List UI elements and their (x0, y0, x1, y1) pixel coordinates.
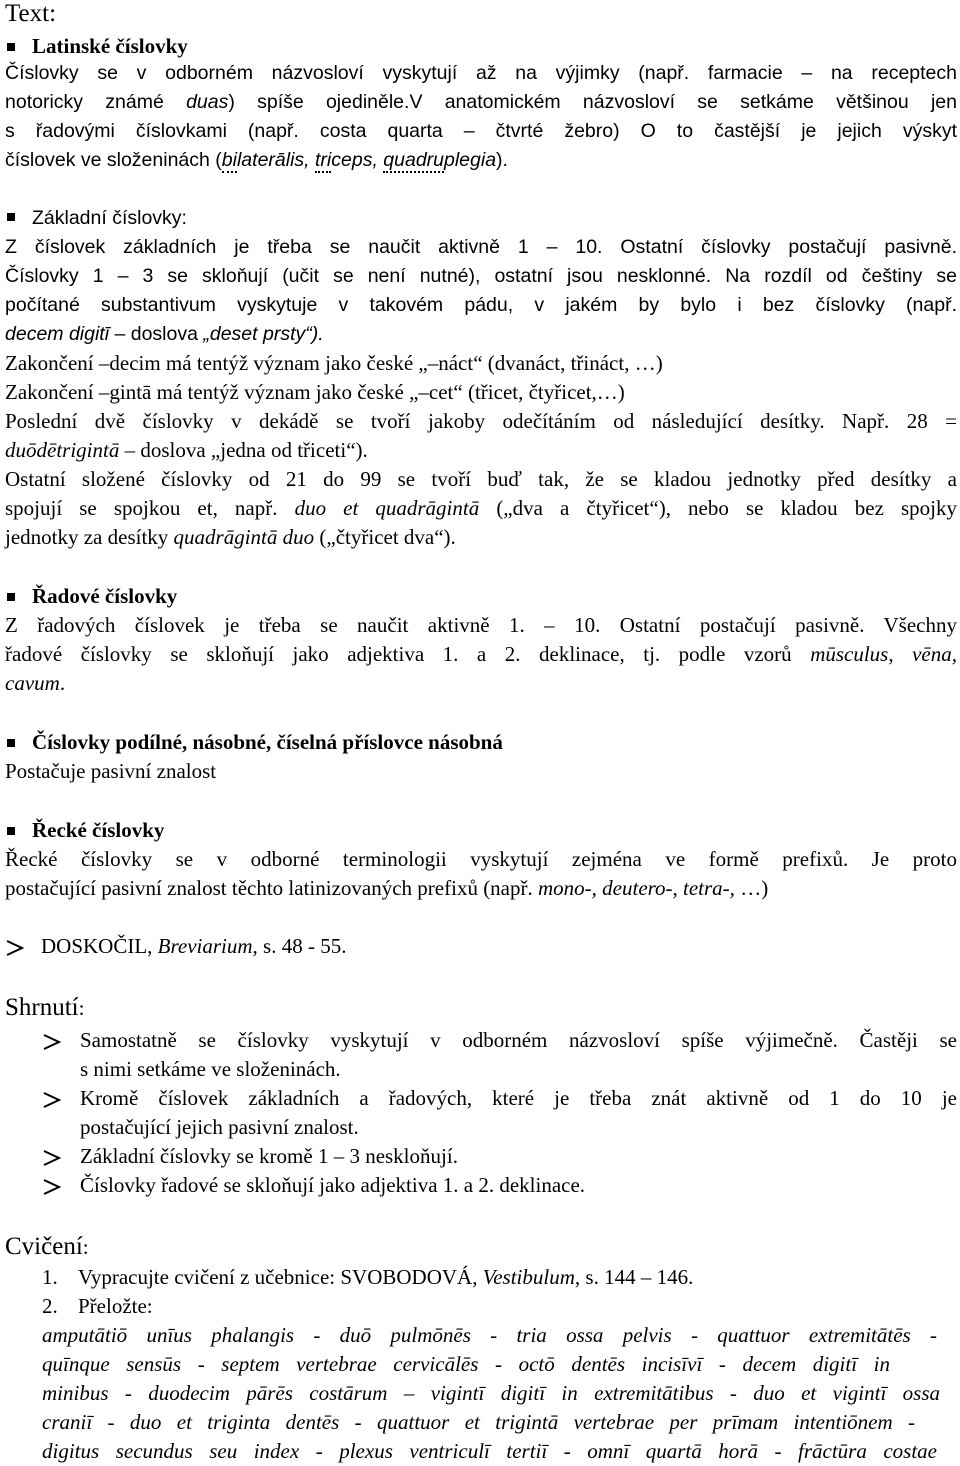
reference-line (5, 933, 346, 959)
section-cardinal-title (5, 205, 187, 231)
section-title: Latinské číslovky (32, 34, 188, 58)
paragraph-line: Číslovky se v odborném názvosloví vyskytují až na výjimky (např. farmacie – na receptech (5, 62, 957, 84)
exercise-item-2 (42, 1293, 153, 1319)
square-bullet-icon (7, 213, 15, 221)
summary-bullet-1-icon-row (42, 1027, 78, 1053)
paragraph-text: – doslova (109, 323, 204, 345)
paragraph-line (5, 524, 456, 550)
exercise-phrase-line (42, 1409, 915, 1435)
section-title: Řadové číslovky (32, 584, 178, 608)
paragraph-line: Řecké číslovky se v odborné terminologii vyskytují zejména ve formě prefixů. Je proto (5, 847, 957, 871)
paragraph-line: Z číslovek základních je třeba se naučit aktivně 1 – 10. Ostatní číslovky postačují pasivně. (5, 236, 957, 258)
paragraph-line: Poslední dvě číslovky v dekádě se tvoří jakoby odečítáním od následující desítky. Např. 28 = (5, 409, 957, 433)
paragraph-line: Zakončení –decim má tentýž význam jako české „–náct“ (dvanáct, třináct, …) (5, 351, 663, 375)
exercise-phrase-line (42, 1351, 890, 1377)
paragraph-text: jednotky za desítky (5, 525, 174, 549)
paragraph-line: Postačuje pasivní znalost (5, 759, 217, 783)
section-ordinal-title (5, 583, 177, 609)
dotted-prefix: bi (221, 149, 237, 171)
italic-term: laterālis, (236, 149, 315, 171)
paragraph-line: Z řadových číslovek je třeba se naučit aktivně 1. – 10. Ostatní postačují pasivně. Všechny (5, 613, 957, 637)
italic-term: quadrāgintā duo (173, 525, 315, 549)
summary-item-line: Základní číslovky se kromě 1 – 3 neskloňují. (80, 1144, 458, 1168)
paragraph-line (5, 641, 957, 667)
summary-bullet-4-icon-row (42, 1172, 78, 1198)
paragraph-text: notoricky známé (5, 91, 187, 113)
italic-term: „deset prsty“). (203, 323, 324, 345)
paragraph-text: …) (734, 876, 769, 900)
exercise-phrase-line (42, 1380, 940, 1406)
paragraph-line (5, 437, 368, 463)
text-heading-label: Text: (5, 0, 57, 27)
paragraph-text: , s. 48 - 55. (252, 934, 347, 958)
italic-term: duo et quadrāgintā (294, 496, 480, 520)
italic-term: duōdētrigintā (5, 438, 120, 462)
italic-term: amputātiō unīus phalangis - duō pulmōnēs - tria ossa pelvis - quattuor extremitātēs - (42, 1323, 937, 1347)
section-distributive-title (5, 729, 503, 755)
square-bullet-icon (7, 593, 15, 601)
item-number: 1. (42, 1265, 58, 1289)
summary-item-line: s nimi setkáme ve složeninách. (80, 1057, 341, 1081)
italic-term: minibus - duodecim pārēs costārum – vigintī digitī in extremitātibus - duo et vigintī ossa (42, 1381, 940, 1405)
arrow-bullet-icon (42, 1178, 62, 1196)
summary-heading-label: Shrnutí (5, 994, 79, 1021)
square-bullet-icon (7, 43, 15, 51)
section-title: Číslovky podílné, násobné, číselná příslovce násobná (32, 730, 503, 754)
italic-term: digitus secundus seu index - plexus ventriculī tertiī - omnī quartā horā - frāctūra costae (42, 1439, 937, 1463)
italic-term: mono-, deutero-, tetra-, (538, 876, 735, 900)
paragraph-line (5, 875, 768, 901)
exercise-heading-colon: : (82, 1235, 89, 1259)
summary-item-line: Samostatně se číslovky vyskytují v odborném názvosloví spíše výjimečně. Častěji se (80, 1028, 957, 1052)
paragraph-text: DOSKOČIL, (41, 934, 158, 958)
paragraph-line: Ostatní složené číslovky od 21 do 99 se tvoří buď tak, že se kladou jednotky před desítky a (5, 467, 957, 491)
arrow-bullet-icon (42, 1149, 62, 1167)
exercise-phrase-line (42, 1438, 937, 1464)
paragraph-text: číslovek ve složeninách ( (5, 149, 222, 171)
paragraph-text: ). (496, 149, 508, 171)
section-title: Základní číslovky: (32, 207, 187, 229)
exercise-heading (5, 1232, 89, 1262)
italic-term: duas (186, 91, 229, 113)
italic-term: quīnque sensūs - septem vertebrae cervicālēs - octō dentēs incisīvī - decem digitī in (42, 1352, 890, 1376)
paragraph-line: Číslovky 1 – 3 se skloňují (učit se není nutné), ostatní jsou nesklonné. Na rozdíl od češtiny se (5, 265, 957, 287)
summary-item-line: Kromě číslovek základních a řadových, které je třeba znát aktivně od 1 do 10 je (80, 1086, 957, 1110)
summary-item-line: Číslovky řadové se skloňují jako adjektiva 1. a 2. deklinace. (80, 1173, 586, 1197)
exercise-phrase-line (42, 1322, 957, 1348)
paragraph-text: spojují se spojkou et, např. (5, 496, 295, 520)
dotted-prefix: quadru (383, 149, 444, 171)
section-title: Řecké číslovky (32, 818, 165, 842)
paragraph-line (5, 670, 65, 696)
paragraph-line: počítané substantivum vyskytuje v takovém pádu, v jakém by bylo i bez číslovky (např. (5, 294, 957, 316)
exercise-heading-label: Cvičení (5, 1233, 83, 1260)
paragraph-line: Zakončení –gintā má tentýž význam jako české „–cet“ (třicet, čtyřicet,…) (5, 380, 625, 404)
paragraph-text: – doslova „jedna od třiceti“). (119, 438, 368, 462)
summary-heading (5, 993, 84, 1023)
section-greek-title (5, 817, 164, 843)
italic-term: cavum (5, 671, 60, 695)
paragraph-line: s řadovými číslovkami (např. costa quarta – čtvrté žebro) O to častější je jejich výskyt (5, 120, 957, 142)
item-number: 2. (42, 1294, 58, 1318)
paragraph-text: („dva a čtyřicet“), nebo se kladou bez spojky (479, 496, 957, 520)
summary-item-line: postačující jejich pasivní znalost. (80, 1115, 359, 1139)
arrow-bullet-icon (42, 1033, 62, 1051)
paragraph-line (5, 89, 957, 115)
italic-term: ceps, (331, 149, 384, 171)
paragraph-text: řadové číslovky se skloňují jako adjektiva 1. a 2. deklinace, tj. podle vzorů (5, 642, 811, 666)
paragraph-line (5, 147, 508, 173)
paragraph-text: . (59, 671, 66, 695)
paragraph-text: Vypracujte cvičení z učebnice: SVOBODOVÁ, (78, 1265, 483, 1289)
square-bullet-icon (7, 739, 15, 747)
summary-bullet-2-icon-row (42, 1085, 78, 1111)
italic-term: Vestibulum (482, 1265, 575, 1289)
exercise-item-1 (42, 1264, 693, 1290)
text-heading (5, 0, 56, 29)
square-bullet-icon (7, 827, 15, 835)
italic-term: decem digitī (5, 323, 110, 345)
paragraph-text: , s. 144 – 146. (574, 1265, 694, 1289)
summary-heading-colon: : (78, 996, 85, 1020)
paragraph-line (5, 495, 957, 521)
paragraph-line (5, 321, 324, 347)
paragraph-text: Přeložte: (78, 1294, 153, 1318)
section-latin-numerals-title (5, 33, 188, 59)
arrow-bullet-icon (5, 939, 25, 957)
paragraph-text: postačující pasivní znalost těchto latinizovaných prefixů (např. (5, 876, 538, 900)
italic-term: Breviarium (157, 934, 253, 958)
paragraph-text: („čtyřicet dva“). (314, 525, 456, 549)
italic-term: plegia (444, 149, 497, 171)
italic-term: mūsculus, vēna, (810, 642, 958, 666)
italic-term: craniī - duo et triginta dentēs - quattuor et trigintā vertebrae per prīmam intentiōnem - (42, 1410, 915, 1434)
paragraph-text: ) spíše ojediněle.V anatomickém názvosloví se setkáme většinou jen (228, 91, 957, 113)
dotted-prefix: tri (315, 149, 332, 171)
summary-bullet-3-icon-row (42, 1143, 78, 1169)
arrow-bullet-icon (42, 1091, 62, 1109)
